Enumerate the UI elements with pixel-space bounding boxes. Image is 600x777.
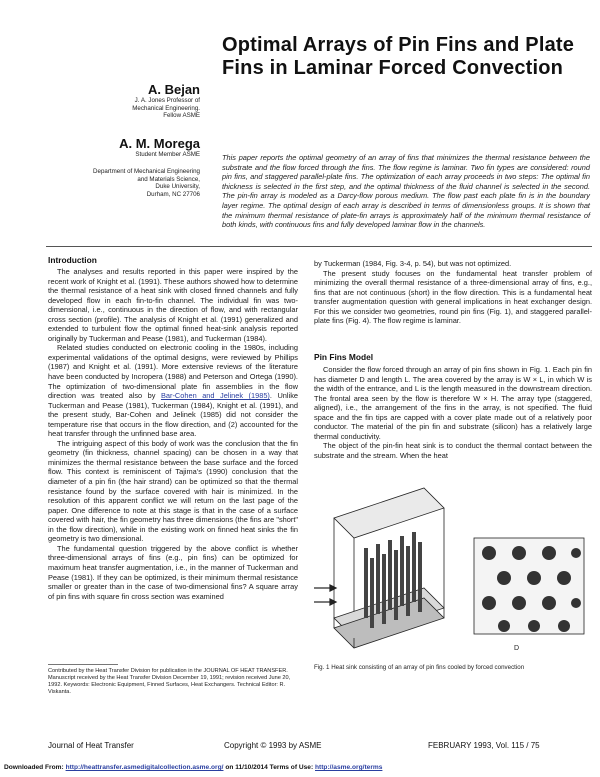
figure-1-pin-fin-array <box>314 478 592 662</box>
footnote-divider <box>48 664 118 665</box>
footnote: Contributed by the Heat Transfer Division for publication in the JOURNAL OF HEAT TRANSFER. Manuscript received by the Heat Transfer Division December 19, 1991; revision received June 20, 1992. Keywords: Electronic Equipment, Finned Surfaces, Heat Exchangers. Technical Editor: R. Viskanta. <box>48 668 291 695</box>
download-bar <box>4 764 600 771</box>
paper-title: Optimal Arrays of Pin Fins and Plate Fins in Laminar Forced Convection <box>222 34 575 79</box>
author-affiliation-2: Student Member ASME <box>135 151 200 158</box>
pin-paragraph: The object of the pin-fin heat sink is to conduct the thermal contact between the substrate and the stream. When the heat <box>314 441 592 460</box>
intro-paragraph: The analyses and results reported in this paper were inspired by the recent work of Knight et al. (1991). These authors showed how to determine the thermal resistance of a heat sink with closed finned channels and fully developed flow in each fin-to-fin channel. The individual fin was two-dimensional, i.e., continuous in the direction of flow, and with rectangular cross section (profile). The analysis of Knight et al. (1991) generalized and extended to turbulent flow the optimal finned heat-sink analysis reported originally by Tuckerman and Pease (1981), and Tuckerman (1984). <box>48 267 298 343</box>
introduction-body <box>48 267 298 601</box>
abstract: This paper reports the optimal geometry of an array of fins that minimizes the thermal resistance between the substrate and the flow forced through the fins. The flow regime is laminar. Two fin types are considered: round pin fins, and staggered parallel-plate fins. The optimization of each array proceeds in two steps: The optimal fin thickness is selected in the first step, and the optimal thickness of the fluid channel is selected in the second. The pin-fin array is modeled as a Darcy-flow porous medium. The flow past each plate fin is in the boundary layer regime. The optimal design of each array is described in terms of dimensionless groups. It is shown that the minimum thermal resistance of plate-fin arrays is approximately half of the minimum thermal resistance of both kinds, with continuous fins and fully developed laminar flow in the channels. <box>222 153 590 230</box>
right-column-intro <box>314 259 592 326</box>
intro-paragraph: The present study focuses on the fundamental heat transfer problem of minimizing the overall thermal resistance of a three-dimensional array of fins, e.g., fins that are not continuous (short) in the flow direction. This is a fundamental heat transfer augmentation question with general implications in heat exchanger design. For this we consider two geometries, round pin fins (Fig. 1), and staggered parallel-plate fins (Fig. 4). The flow regime is laminar. <box>314 268 592 326</box>
affiliation-line: Mechanical Engineering. <box>132 104 200 112</box>
author-name-2: A. M. Morega <box>119 136 200 151</box>
download-prefix: Downloaded From: <box>4 764 64 771</box>
department-line: Duke University, <box>155 183 200 191</box>
department-address <box>60 168 200 198</box>
department-line: Department of Mechanical Engineering <box>93 168 200 175</box>
pin-fins-body <box>314 365 592 460</box>
journal-name: Journal of Heat Transfer <box>48 741 134 750</box>
intro-paragraph: Related studies conducted on electronic cooling in the 1980s, including experimental validations of the optimal designs, were reviewed by Phillips (1987) and Knight et al. (1991). More extensive reviews of the literature have been conducted by Incropera (1988) and Peterson and Ortega (1990). The optimization of two-dimensional plate fin assemblies in the flow direction was treated also by Bar-Cohen and Jelinek (1985). Unlike Tuckerman and Pease (1981), Tuckerman (1984), Knight et al. (1991), and the present study, Bar-Cohen and Jelinek (1985) did not consider the temperature rise that occurs in the flow direction, and (2) accounted for the heat transfer through the unfinned base area. <box>48 343 298 439</box>
affiliation-line: J. A. Jones Professor of <box>134 97 200 104</box>
intro-paragraph: The fundamental question triggered by the above conflict is whether three-dimensional arrays of fins (e.g., pin fins) can be optimized for maximum heat transfer augmentation, i.e., in the manner of Tuckerman and Pease (1981). If they can be optimized, is their minimum thermal resistance smaller or greater than in the case of two-dimensional fins? A square array of pin fins with square fin cross section was examined <box>48 543 298 601</box>
figure-1-caption: Fig. 1 Heat sink consisting of an array of pin fins cooled by forced convection <box>314 664 525 671</box>
intro-paragraph: The intriguing aspect of this body of work was the conclusion that the fin geometry (fin thickness, channel spacing) can be chosen in a way that minimizes the thermal resistance between the base surface and the forced flow. This context is reminiscent of Tajima's (1990) conclusion that the diameter of a pin fin (the hair strand) can be optimized so that the thermal resistance found by the surface covered with hair is minimized. In the resolution of this apparent conflict we will return on the last page of the paper. One difference to note at this stage is that in the case of a surface covered with hair, the fin geometry has three dimensions (the fins are "short" in the flow direction), while in the existing work on finned heat sinks the fin geometry is two dimensional. <box>48 438 298 544</box>
author-name-1: A. Bejan <box>147 82 200 97</box>
figure-label-d: D <box>514 645 520 652</box>
pin-fins-heading: Pin Fins Model <box>314 352 374 362</box>
header-divider <box>46 246 592 247</box>
affiliation-line: Fellow ASME <box>163 112 200 120</box>
issue-info: FEBRUARY 1993, Vol. 115 / 75 <box>428 741 540 750</box>
department-line: and Materials Science, <box>137 175 200 183</box>
terms-link[interactable]: http://asme.org/terms <box>315 764 383 771</box>
copyright: Copyright © 1993 by ASME <box>224 741 322 750</box>
department-line: Durham, NC 27706 <box>146 190 200 198</box>
intro-continuation: by Tuckerman (1984, Fig. 3-4, p. 54), but was not optimized. <box>314 259 512 268</box>
citation-link[interactable]: Bar-Cohen and Jelinek (1985) <box>160 391 270 401</box>
flow-arrows <box>314 585 336 605</box>
download-middle: on 11/10/2014 Terms of Use: <box>223 764 315 771</box>
pin-paragraph: Consider the flow forced through an array of pin fins shown in Fig. 1. Each pin fin has diameter D and length L. The area covered by the array is W × L, in which W is the width of the entrance, and L is the length measured in the downstream direction. The frontal area seen by the flow is therefore W × H. The array type (staggered, aligned), i.e., the arrangement of the fins in the array, is not specified. The fluid space and the fin tips are capped with a cover plate made out of a relatively poor conductor. The material of the pin fin and substrate (silicon) has a relatively large thermal conductivity. <box>314 365 592 441</box>
download-url-link[interactable]: http://heattransfer.asmedigitalcollection.asme.org/ <box>65 764 224 771</box>
pin-fin-plan-view <box>474 538 584 634</box>
author-affiliation-1 <box>70 97 200 120</box>
introduction-heading: Introduction <box>48 255 97 265</box>
